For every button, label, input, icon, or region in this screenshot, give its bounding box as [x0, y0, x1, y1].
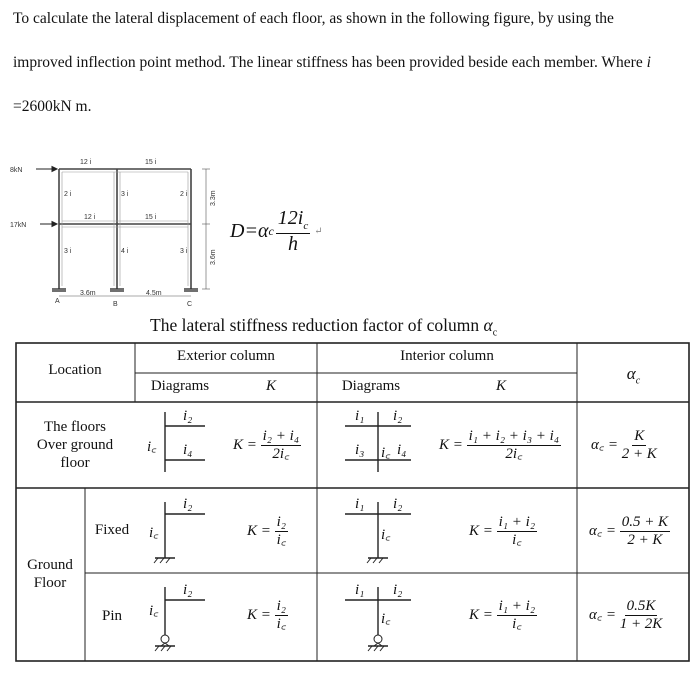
upper-alpha-eq: α꜀ = [591, 437, 618, 454]
upper-ext-k-frac [261, 428, 301, 464]
header-alpha-sub: c [635, 375, 641, 387]
question-variable: i [646, 54, 651, 71]
support-c: C [187, 301, 193, 308]
height-label-1: 3.3m [210, 190, 217, 206]
header-exterior: Exterior column [177, 348, 275, 364]
pin-label: Pin [101, 608, 122, 624]
pin-alpha-frac [620, 598, 663, 634]
pin-alpha-eq: α꜀ = [589, 607, 616, 624]
upper-alpha [591, 428, 657, 464]
caption-symbol: α [483, 315, 493, 335]
upper-ext-i2: i₂ [183, 408, 193, 424]
pin-int-k [469, 598, 537, 634]
fixed-ext-k-num: i₂ [275, 514, 288, 532]
pin-int-k-frac [497, 598, 537, 634]
fixed-int-i1: i₁ [355, 496, 365, 512]
formula-num: 12i [277, 207, 304, 229]
pin-alpha-num: 0.5K [625, 598, 658, 616]
pin-int-k-num: i₁ + i₂ [497, 598, 537, 616]
row-upper-line-2: Over ground [36, 437, 114, 453]
col-label-upper-c: 2 i [180, 191, 188, 198]
pin-alpha-den: 1 + 2K [619, 616, 663, 633]
upper-int-i4: i₄ [397, 442, 407, 458]
fixed-int-k-num: i₁ + i₂ [497, 514, 537, 532]
upper-ext-k [233, 428, 301, 464]
pin-int-k-den: i꜀ [512, 616, 522, 633]
col-label-lower-a: 3 i [64, 248, 72, 255]
pin-ext-k-eq: K = [247, 607, 271, 624]
fixed-int-k [469, 514, 537, 550]
question-line-2 [13, 54, 651, 73]
upper-int-k-frac [467, 428, 561, 464]
pin-ext-i2: i₂ [183, 582, 193, 598]
stiffness-formula [230, 208, 323, 255]
fixed-alpha-num: 0.5 + K [620, 514, 670, 532]
upper-int-i1: i₁ [355, 408, 365, 424]
pin-alpha [589, 598, 662, 634]
fixed-alpha-frac [620, 514, 670, 550]
header-ext-k: K [265, 378, 276, 394]
load-mid: 17kN [10, 222, 27, 229]
ground-line-1: Ground [27, 557, 73, 573]
formula-num-sub: c [303, 220, 309, 232]
fixed-alpha [589, 514, 670, 550]
col-label-lower-c: 3 i [180, 248, 188, 255]
col-label-lower-b: 4 i [121, 248, 129, 255]
row-upper-line-3: floor [60, 455, 90, 471]
caption-sub: c [492, 327, 498, 339]
beam-label-mid-left: 12 i [84, 214, 96, 221]
fixed-ext-k-den: i꜀ [276, 532, 287, 549]
frame-figure [0, 150, 230, 315]
beam-label-top-left: 12 i [80, 159, 92, 166]
upper-int-i2: i₂ [393, 408, 403, 424]
fixed-int-i2: i₂ [393, 496, 403, 512]
ground-floor-label [15, 556, 85, 592]
reduction-factor-table [15, 342, 690, 662]
height-label-2: 3.6m [210, 249, 217, 265]
formula-lhs: D=α [230, 219, 269, 242]
upper-int-k [439, 428, 561, 464]
upper-int-i3: i₃ [355, 442, 365, 458]
pin-int-i2: i₂ [393, 582, 403, 598]
question-line-2-text: improved inflection point method. The linear stiffness has been provided beside each member. Where [13, 54, 643, 71]
upper-int-k-num: i₁ + i₂ + i₃ + i₄ [467, 428, 561, 446]
header-ext-diagrams: Diagrams [150, 378, 210, 394]
ground-line-2: Floor [33, 575, 67, 591]
pin-int-k-eq: K = [469, 607, 493, 624]
header-alpha [577, 364, 690, 386]
upper-ext-k-num: i₂ + i₄ [261, 428, 301, 446]
fixed-ext-k-eq: K = [247, 523, 271, 540]
row-upper-label [15, 418, 135, 472]
upper-alpha-num: K [632, 428, 646, 446]
fixed-int-k-den: i꜀ [512, 532, 522, 549]
upper-int-k-den: 2i꜀ [505, 446, 523, 463]
caption-text: The lateral stiffness reduction factor of column [150, 315, 480, 335]
pin-ext-ic: i꜀ [149, 603, 159, 619]
fixed-ext-i2: i₂ [183, 496, 193, 512]
support-a: A [55, 298, 60, 305]
header-int-diagrams: Diagrams [341, 378, 401, 394]
load-top: 8kN [10, 167, 23, 174]
fixed-alpha-den: 2 + K [627, 532, 663, 549]
header-location: Location [48, 362, 102, 378]
fixed-ext-ic: i꜀ [149, 525, 159, 541]
return-mark: ↵ [314, 225, 323, 237]
col-label-upper-a: 2 i [64, 191, 72, 198]
table-caption [150, 315, 497, 339]
upper-alpha-frac [622, 428, 657, 464]
col-label-upper-b: 3 i [121, 191, 129, 198]
row-upper-line-1: The floors [43, 419, 107, 435]
fixed-int-ic: i꜀ [381, 527, 391, 543]
upper-alpha-den: 2 + K [621, 446, 657, 463]
upper-int-ic: i꜀ [381, 445, 391, 461]
beam-label-top-right: 15 i [145, 159, 157, 166]
beam-label-mid-right: 15 i [145, 214, 157, 221]
question-line-1: To calculate the lateral displacement of each floor, as shown in the following figure, by using the [13, 10, 614, 27]
upper-ext-k-den: 2i꜀ [272, 446, 290, 463]
header-interior: Interior column [400, 348, 494, 364]
header-int-k: K [495, 378, 506, 394]
upper-ext-ic: i꜀ [147, 439, 157, 455]
header-alpha-symbol: α [626, 364, 636, 383]
fixed-alpha-eq: α꜀ = [589, 523, 616, 540]
formula-den: h [287, 232, 298, 255]
fixed-int-k-eq: K = [469, 523, 493, 540]
upper-int-k-eq: K = [439, 437, 463, 454]
fixed-ext-k [247, 514, 288, 550]
formula-fraction [276, 208, 310, 255]
span-label-2: 4.5m [146, 290, 162, 297]
fixed-label: Fixed [94, 522, 130, 538]
pin-ext-k [247, 598, 288, 634]
pin-ext-k-frac [275, 598, 288, 634]
upper-ext-k-eq: K = [233, 437, 257, 454]
formula-sub: c [268, 223, 274, 238]
support-b: B [113, 301, 118, 308]
pin-ext-k-num: i₂ [275, 598, 288, 616]
fixed-ext-k-frac [275, 514, 288, 550]
fixed-int-k-frac [497, 514, 537, 550]
pin-ext-k-den: i꜀ [276, 616, 287, 633]
upper-ext-i4: i₄ [183, 442, 193, 458]
pin-int-i1: i₁ [355, 582, 365, 598]
span-label-1: 3.6m [80, 290, 96, 297]
pin-int-ic: i꜀ [381, 611, 391, 627]
question-line-3: =2600kN m. [13, 98, 92, 115]
